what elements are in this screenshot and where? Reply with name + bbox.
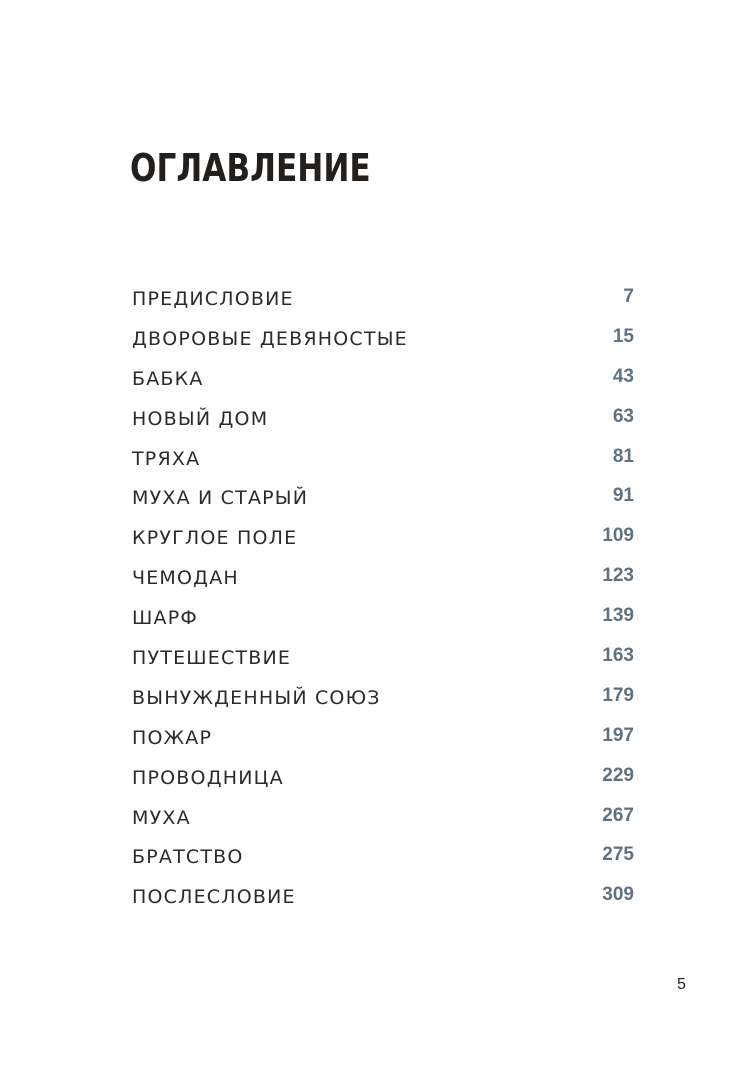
toc-entry-new-home[interactable]	[132, 402, 634, 442]
toc-entry-page-number: 7	[623, 286, 634, 307]
toc-entry-yard-nineties[interactable]	[132, 322, 634, 362]
toc-entry-label: ШАРФ	[132, 607, 198, 630]
toc-entry-fire[interactable]	[132, 721, 634, 761]
toc-entry-page-number: 229	[602, 764, 634, 786]
toc-entry-page-number: 109	[602, 525, 634, 547]
toc-entry-label: ПРОВОДНИЦА	[132, 766, 284, 789]
toc-entry-label: ВЫНУЖДЕННЫЙ СОЮЗ	[132, 686, 381, 709]
toc-entry-round-field[interactable]	[132, 521, 634, 561]
toc-entry-label: КРУГЛОЕ ПОЛЕ	[132, 527, 298, 550]
toc-entry-label: НОВЫЙ ДОМ	[132, 407, 269, 430]
toc-entry-page-number: 267	[602, 804, 634, 826]
toc-entry-page-number: 15	[612, 325, 634, 347]
toc-entry-scarf[interactable]	[132, 601, 634, 641]
toc-entry-label: ПУТЕШЕСТВИЕ	[132, 647, 292, 670]
toc-entry-page-number: 43	[612, 365, 634, 387]
toc-entry-page-number: 123	[602, 565, 634, 587]
toc-entry-page-number: 139	[602, 605, 634, 627]
toc-entry-tryakha[interactable]	[132, 442, 634, 482]
table-of-contents	[132, 282, 634, 920]
toc-entry-label: ПОСЛЕСЛОВИЕ	[132, 886, 296, 909]
toc-entry-label: ПОЖАР	[132, 726, 213, 749]
toc-entry-label: МУХА И СТАРЫЙ	[132, 487, 309, 510]
toc-entry-page-number: 163	[602, 645, 634, 667]
toc-entry-afterword[interactable]	[132, 880, 634, 920]
toc-entry-page-number: 179	[602, 684, 634, 706]
toc-entry-mukha-and-stary[interactable]	[132, 481, 634, 521]
toc-entry-label: БРАТСТВО	[132, 846, 244, 869]
toc-entry-page-number: 81	[612, 445, 634, 467]
toc-entry-label: ДВОРОВЫЕ ДЕВЯНОСТЫЕ	[132, 327, 408, 350]
page-title: ОГЛАВЛЕНИЕ	[130, 146, 371, 190]
toc-entry-forced-alliance[interactable]	[132, 681, 634, 721]
page-number: 5	[677, 976, 686, 993]
toc-entry-page-number: 91	[612, 485, 634, 507]
toc-entry-label: ТРЯХА	[132, 447, 201, 470]
toc-entry-suitcase[interactable]	[132, 561, 634, 601]
toc-entry-label: ПРЕДИСЛОВИЕ	[132, 288, 294, 310]
toc-entry-journey[interactable]	[132, 641, 634, 681]
toc-entry-mukha[interactable]	[132, 801, 634, 841]
toc-entry-grandmother[interactable]	[132, 362, 634, 402]
toc-entry-page-number: 197	[602, 724, 634, 746]
toc-entry-page-number: 275	[602, 844, 634, 866]
toc-entry-label: МУХА	[132, 806, 191, 829]
toc-entry-page-number: 309	[602, 884, 634, 906]
toc-entry-label: БАБКА	[132, 367, 204, 390]
toc-entry-label: ЧЕМОДАН	[132, 567, 239, 590]
toc-entry-conductor[interactable]	[132, 761, 634, 801]
toc-entry-brotherhood[interactable]	[132, 840, 634, 880]
toc-entry-preface[interactable]	[132, 282, 634, 322]
toc-entry-page-number: 63	[612, 405, 634, 427]
